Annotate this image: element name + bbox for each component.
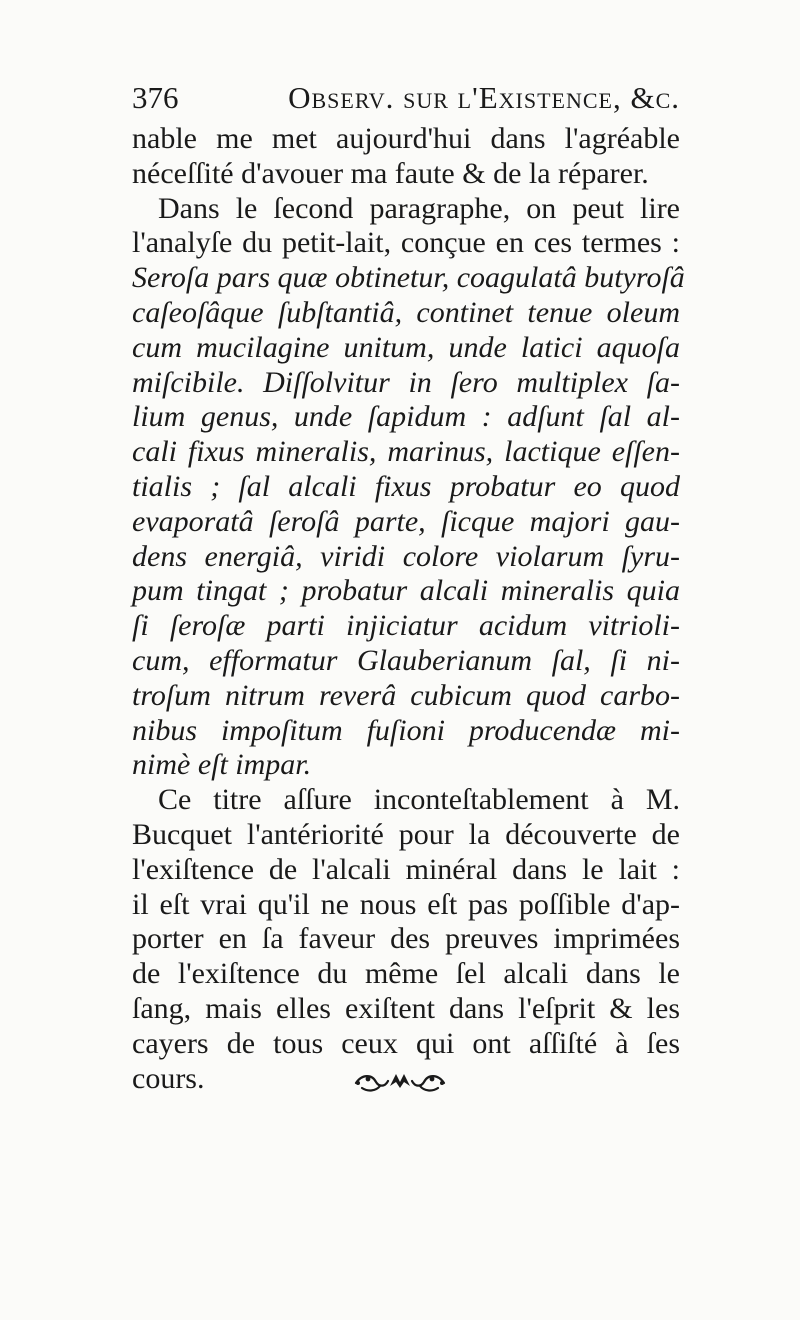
latin-quote-line: troſum nitrum reverâ cubicum quod carbo- (132, 678, 680, 712)
running-header (132, 74, 680, 122)
page-number: 376 (132, 80, 179, 115)
text-line: l'analyſe du petit-lait, conçue en ces termes : (132, 226, 680, 260)
latin-quote-line: ſi ſeroſæ parti injiciatur acidum vitrioli- (132, 609, 680, 643)
text-line: de l'exiſtence du même ſel alcali dans le (132, 957, 680, 991)
latin-quote-line: cum, efformatur Glauberianum ſal, ſi ni- (132, 643, 680, 677)
latin-quote-line: evaporatâ ſeroſâ parte, ſicque majori gau- (132, 504, 680, 538)
text-line: l'exiſtence de l'alcali minéral dans le lait : (132, 852, 680, 886)
paragraph-start-line: Ce titre aſſure inconteſtablement à M. (158, 783, 680, 817)
latin-quote-line: dens energiâ, viridi colore violarum ſyru- (132, 539, 680, 573)
latin-quote-line: nimè eſt impar. (132, 748, 312, 782)
latin-quote-line: cali fixus mineralis, marinus, lactique eſſen- (132, 435, 680, 469)
text-line: Bucquet l'antériorité pour la découverte de (132, 817, 680, 851)
latin-quote-line: cum mucilagine unitum, unde latici aquoſa (132, 330, 680, 364)
running-title: Observ. sur l'Existence, &c. (288, 80, 680, 115)
latin-quote-line: lium genus, unde ſapidum : adſunt ſal al- (132, 400, 680, 434)
latin-quote-line: caſeoſâque ſubſtantiâ, continet tenue oleum (132, 295, 680, 329)
paragraph-start-line: Dans le ſecond paragraphe, on peut lire (158, 191, 680, 225)
text-line: cours. (132, 1061, 205, 1095)
latin-quote-line: tialis ; ſal alcali fixus probatur eo quod (132, 469, 680, 503)
latin-quote-line: nibus impoſitum fuſioni producendæ mi- (132, 713, 680, 747)
latin-quote-line: pum tingat ; probatur alcali mineralis quia (132, 574, 680, 608)
floral-ornament-icon (352, 1068, 448, 1094)
latin-quote-line: Seroſa pars quæ obtinetur, coagulatâ butyroſâ (132, 261, 685, 295)
text-line: néceſſité d'avouer ma faute & de la réparer. (132, 156, 649, 190)
latin-quote-line: miſcibile. Diſſolvitur in ſero multiplex ſa- (132, 365, 680, 399)
text-block (132, 74, 685, 1096)
text-line: il eſt vrai qu'il ne nous eſt pas poſſible d'ap- (132, 887, 680, 921)
text-line: ſang, mais elles exiſtent dans l'eſprit & les (132, 991, 680, 1025)
text-line: porter en ſa faveur des preuves imprimées (132, 922, 680, 956)
text-line: cayers de tous ceux qui ont aſſiſté à ſes (132, 1026, 680, 1060)
text-line: nable me met aujourd'hui dans l'agréable (132, 122, 680, 155)
